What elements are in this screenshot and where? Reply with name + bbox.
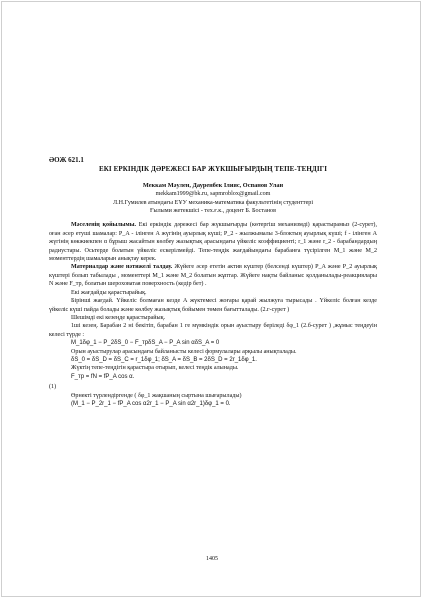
authors: Меккам Мәулен, Дауренбек Ілияс, Оспанов Улан: [142, 181, 284, 189]
page-number: 1405: [206, 556, 218, 562]
equation-label: (1): [49, 384, 57, 391]
formula-displacements: δS_0 = δS_D = δS_C = r_1δφ_1; δS_A = δS_B = 2δS_D = 2r_1δφ_1.: [71, 356, 257, 363]
supervisor: Ғылыми жетекшісі - тех.ғ.к., доцент Б. Бостанов: [150, 208, 276, 215]
section-lead: Мәселенің қойылымы.: [71, 222, 136, 229]
paragraph: Орын ауыстырулар арасындағы байланысты келесі формулалары арқылы анықталады.: [71, 348, 297, 355]
formula-result: (M_1 − P_2r_1 − fP_A cos α2r_1 − P_A sin α2r_1)δφ_1 = 0.: [71, 400, 231, 407]
paper-body: [49, 156, 377, 408]
paper-title: ЕКІ ЕРКІНДІК ДӘРЕЖЕСІ БАР ЖҮКШЫҒЫРДЫҢ ТЕПЕ-ТЕҢДІГІ: [98, 165, 328, 174]
section-text: Жүйеге әсер ететін актив күштер (белсенді күштер) P_A және P_2 ауырлық күштері болып табылады , моменттері M_1 және M_2 болатын жұптар. Жүйеге нақты байланыс қолданылады-реакциялары N және F_тр, болатын шероховатая поверхность (кедір бет) .: [49, 264, 377, 288]
author-emails: mekkam1999@bk.ru, sapmroblox@gmail.com: [155, 191, 271, 198]
paragraph: Жүктің тепе-теңдігін қарастыра отырып, келесі теңдік алынады.: [71, 365, 239, 372]
section-lead: Материалдар және нәтижелі талдау.: [71, 264, 173, 271]
paragraph: Екі жағдайды қарастырайық.: [71, 289, 147, 296]
formula-work-equation: M_1δφ_1 − P_2δS_0 − F_трδS_A − P_A sin αδS_A = 0: [71, 340, 220, 347]
formula-friction: F_тр = fN = fP_A cos α.: [71, 373, 135, 380]
affiliation: Л.Н.Гумилев атындағы ЕҰУ механика-математика факультетінің студенттері: [112, 199, 314, 206]
section-problem: [49, 221, 377, 263]
paragraph: Өрнекті түрлендіргенде ( δφ_1 жақшаның сыртына шығарылады): [71, 392, 242, 399]
section-materials: [49, 263, 377, 288]
paragraph: 1ші кезең. Барабан 2 ні бекітіп, барабан 1 ге мүмкіндік орын ауыстыру беріледі δφ_1 (2.б-сурет ) ,жұмыс теңдеуін келесі түрде :: [49, 323, 377, 338]
udc-code: ӘОЖ 621.1: [49, 156, 84, 164]
section-text: Екі еркіндік дәрежесі бар жүкшығырды (көтергіш механизмді) қарастырамыз (2-сурет), оған әсер етуші шамалар: P_A - ілінген A жүгінің ауырлық күші; P_2 - жылжымалы 3-блоктың ауырлық күші; f - ілінген A жүгінің көкжиекпен α бұрыш жасайтын көлбеу жазықтық арасындағы үйкеліс коэффициенті; r_1 және r_2 - барабандардың радиустары. Осьтерде болатын үйкеліс ескерілмейді. Тепе-теңдік жағдайындағы барабанға түсірілген M_1 және M_2 моменттердің шамаларын анықтау керек.: [49, 222, 377, 263]
paragraph: Шешімді екі кезеңде қарастырайық.: [71, 314, 166, 321]
paragraph: Бірінші жағдай. Үйкеліс болмаған кезде A жүктемесі жоғары қарай жылжуға тырысады . Үйкеліс болған кезде үйкеліс күші пайда болады және көлбеу жазықтық бойымен төмен бағытталады. (2.г-сурет ): [49, 298, 377, 313]
